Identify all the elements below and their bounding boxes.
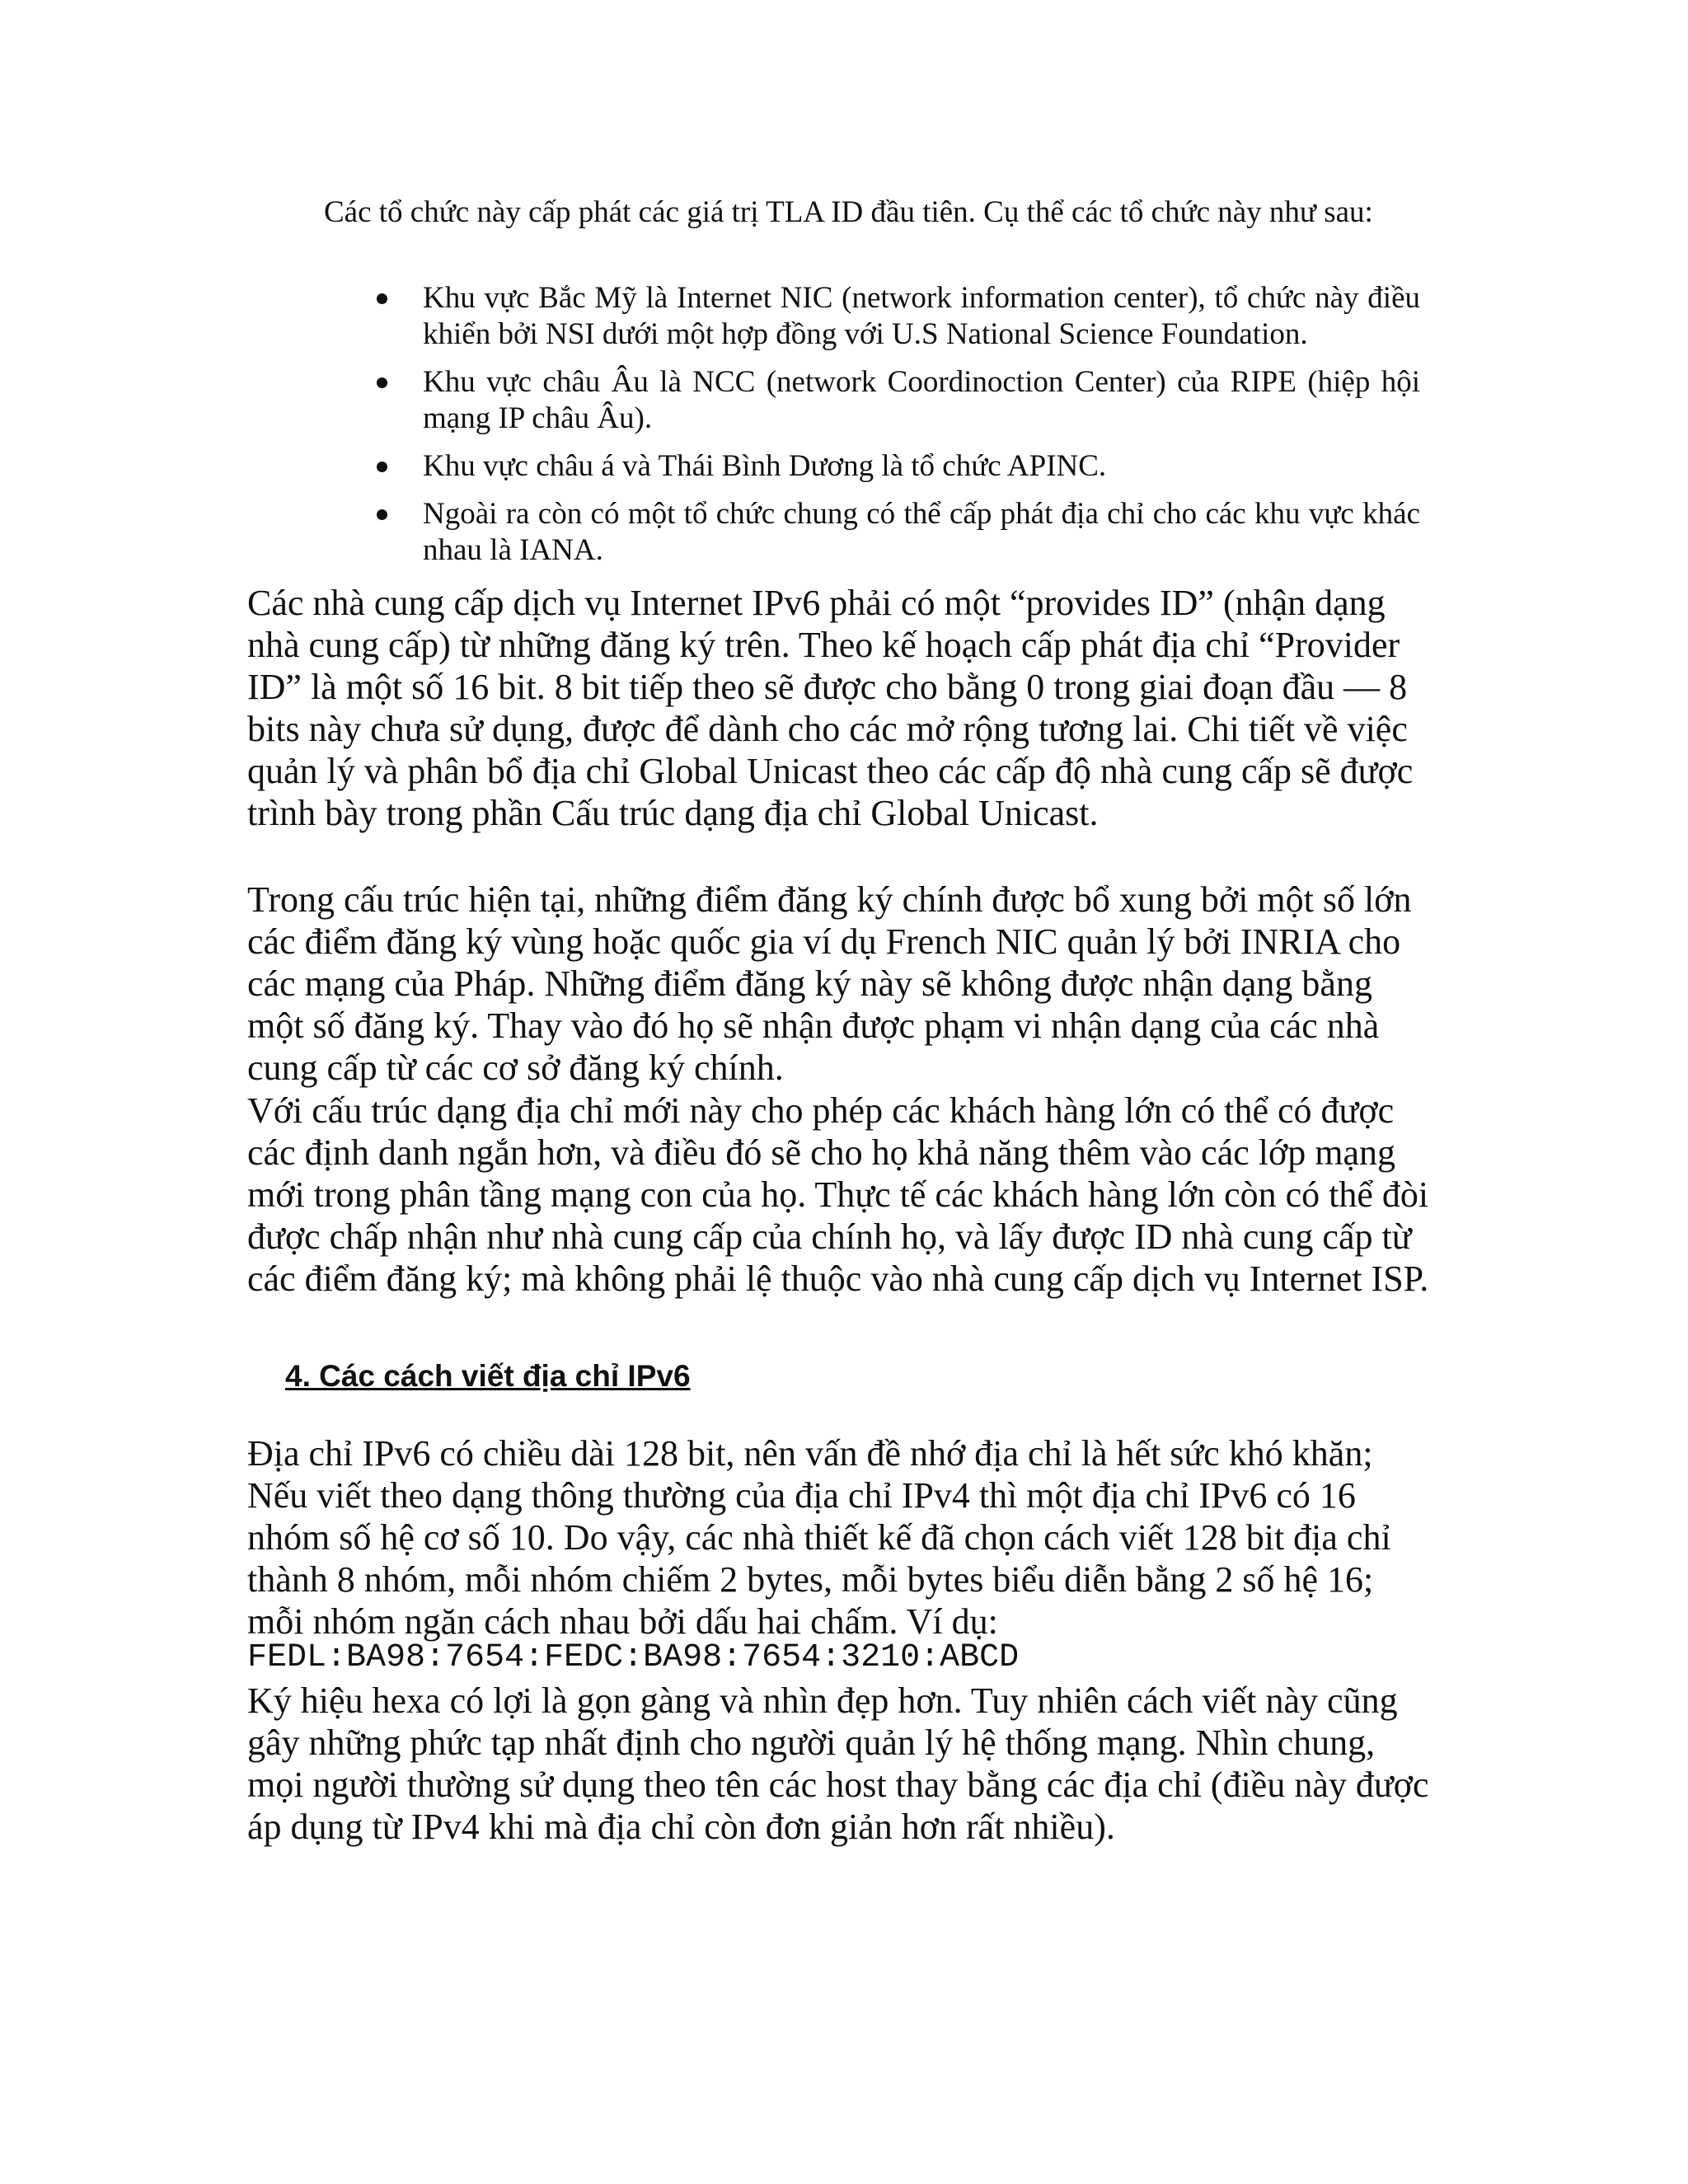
section-heading: 4. Các cách viết địa chỉ IPv6 — [285, 1359, 691, 1393]
list-item-text: Khu vực châu á và Thái Bình Dương là tổ chức APINC. — [423, 449, 1107, 483]
list-item-text: Khu vực Bắc Mỹ là Internet NIC (network information center), tổ chức này điều khiển bởi NSI dưới một hợp đồng với U.S National Science Foundation. — [423, 281, 1420, 351]
list-item-text: Ngoài ra còn có một tổ chức chung có thể cấp phát địa chỉ cho các khu vực khác nhau là IANA. — [423, 497, 1420, 567]
bullet-icon — [377, 509, 387, 520]
list-item — [324, 364, 1420, 437]
bullet-icon — [377, 377, 387, 388]
intro-paragraph: Các tổ chức này cấp phát các giá trị TLA ID đầu tiên. Cụ thể các tổ chức này như sau: — [324, 195, 1373, 229]
bullet-icon — [377, 462, 387, 472]
bullet-icon — [377, 293, 387, 304]
list-item — [324, 280, 1420, 353]
example-address: FEDL:BA98:7654:FEDC:BA98:7654:3210:ABCD — [247, 1639, 1020, 1676]
address-format-paragraph: Với cấu trúc dạng địa chỉ mới này cho phép các khách hàng lớn có thể có được các định danh ngắn hơn, và điều đó sẽ cho họ khả năng thêm vào các lớp mạng mới trong phân tầng mạng con của họ. Thực tế các khách hàng lớn còn có thể đòi được chấp nhận như nhà cung cấp của chính họ, và lấy được ID nhà cung cấp từ các điểm đăng ký; mà không phải lệ thuộc vào nhà cung cấp dịch vụ Internet ISP. — [247, 1090, 1429, 1299]
registry-structure-paragraph: Trong cấu trúc hiện tại, những điểm đăng ký chính được bổ xung bởi một số lớn các điểm đăng ký vùng hoặc quốc gia ví dụ French NIC quản lý bởi INRIA cho các mạng của Pháp. Những điểm đăng ký này sẽ không được nhận dạng bằng một số đăng ký. Thay vào đó họ sẽ nhận được phạm vi nhận dạng của các nhà cung cấp từ các cơ sở đăng ký chính. — [247, 879, 1412, 1088]
registry-list — [324, 280, 1420, 580]
list-item-text: Khu vực châu Âu là NCC (network Coordinoction Center) của RIPE (hiệp hội mạng IP châu Âu). — [423, 365, 1420, 435]
list-item — [324, 496, 1420, 569]
provider-id-paragraph: Các nhà cung cấp dịch vụ Internet IPv6 phải có một “provides ID” (nhận dạng nhà cung cấp) từ những đăng ký trên. Theo kế hoạch cấp phát địa chỉ “Provider ID” là một số 16 bit. 8 bit tiếp theo sẽ được cho bằng 0 trong giai đoạn đầu — 8 bits này chưa sử dụng, được để dành cho các mở rộng tương lai. Chi tiết về việc quản lý và phân bổ địa chỉ Global Unicast theo các cấp độ nhà cung cấp sẽ được trình bày trong phần Cấu trúc dạng địa chỉ Global Unicast. — [247, 583, 1414, 833]
hexa-notation-paragraph: Ký hiệu hexa có lợi là gọn gàng và nhìn đẹp hơn. Tuy nhiên cách viết này cũng gây những phức tạp nhất định cho người quản lý hệ thống mạng. Nhìn chung, mọi người thường sử dụng theo tên các host thay bằng các địa chỉ (điều này được áp dụng từ IPv4 khi mà địa chỉ còn đơn giản hơn rất nhiều). — [247, 1680, 1429, 1847]
address-length-paragraph: Địa chỉ IPv6 có chiều dài 128 bit, nên vấn đề nhớ địa chỉ là hết sức khó khăn; Nếu viết theo dạng thông thường của địa chỉ IPv4 thì một địa chỉ IPv6 có 16 nhóm số hệ cơ số 10. Do vậy, các nhà thiết kế đã chọn cách viết 128 bit địa chỉ thành 8 nhóm, mỗi nhóm chiếm 2 bytes, mỗi bytes biểu diễn bằng 2 số hệ 16; mỗi nhóm ngăn cách nhau bởi dấu hai chấm. Ví dụ: — [247, 1433, 1391, 1642]
list-item — [324, 448, 1420, 485]
